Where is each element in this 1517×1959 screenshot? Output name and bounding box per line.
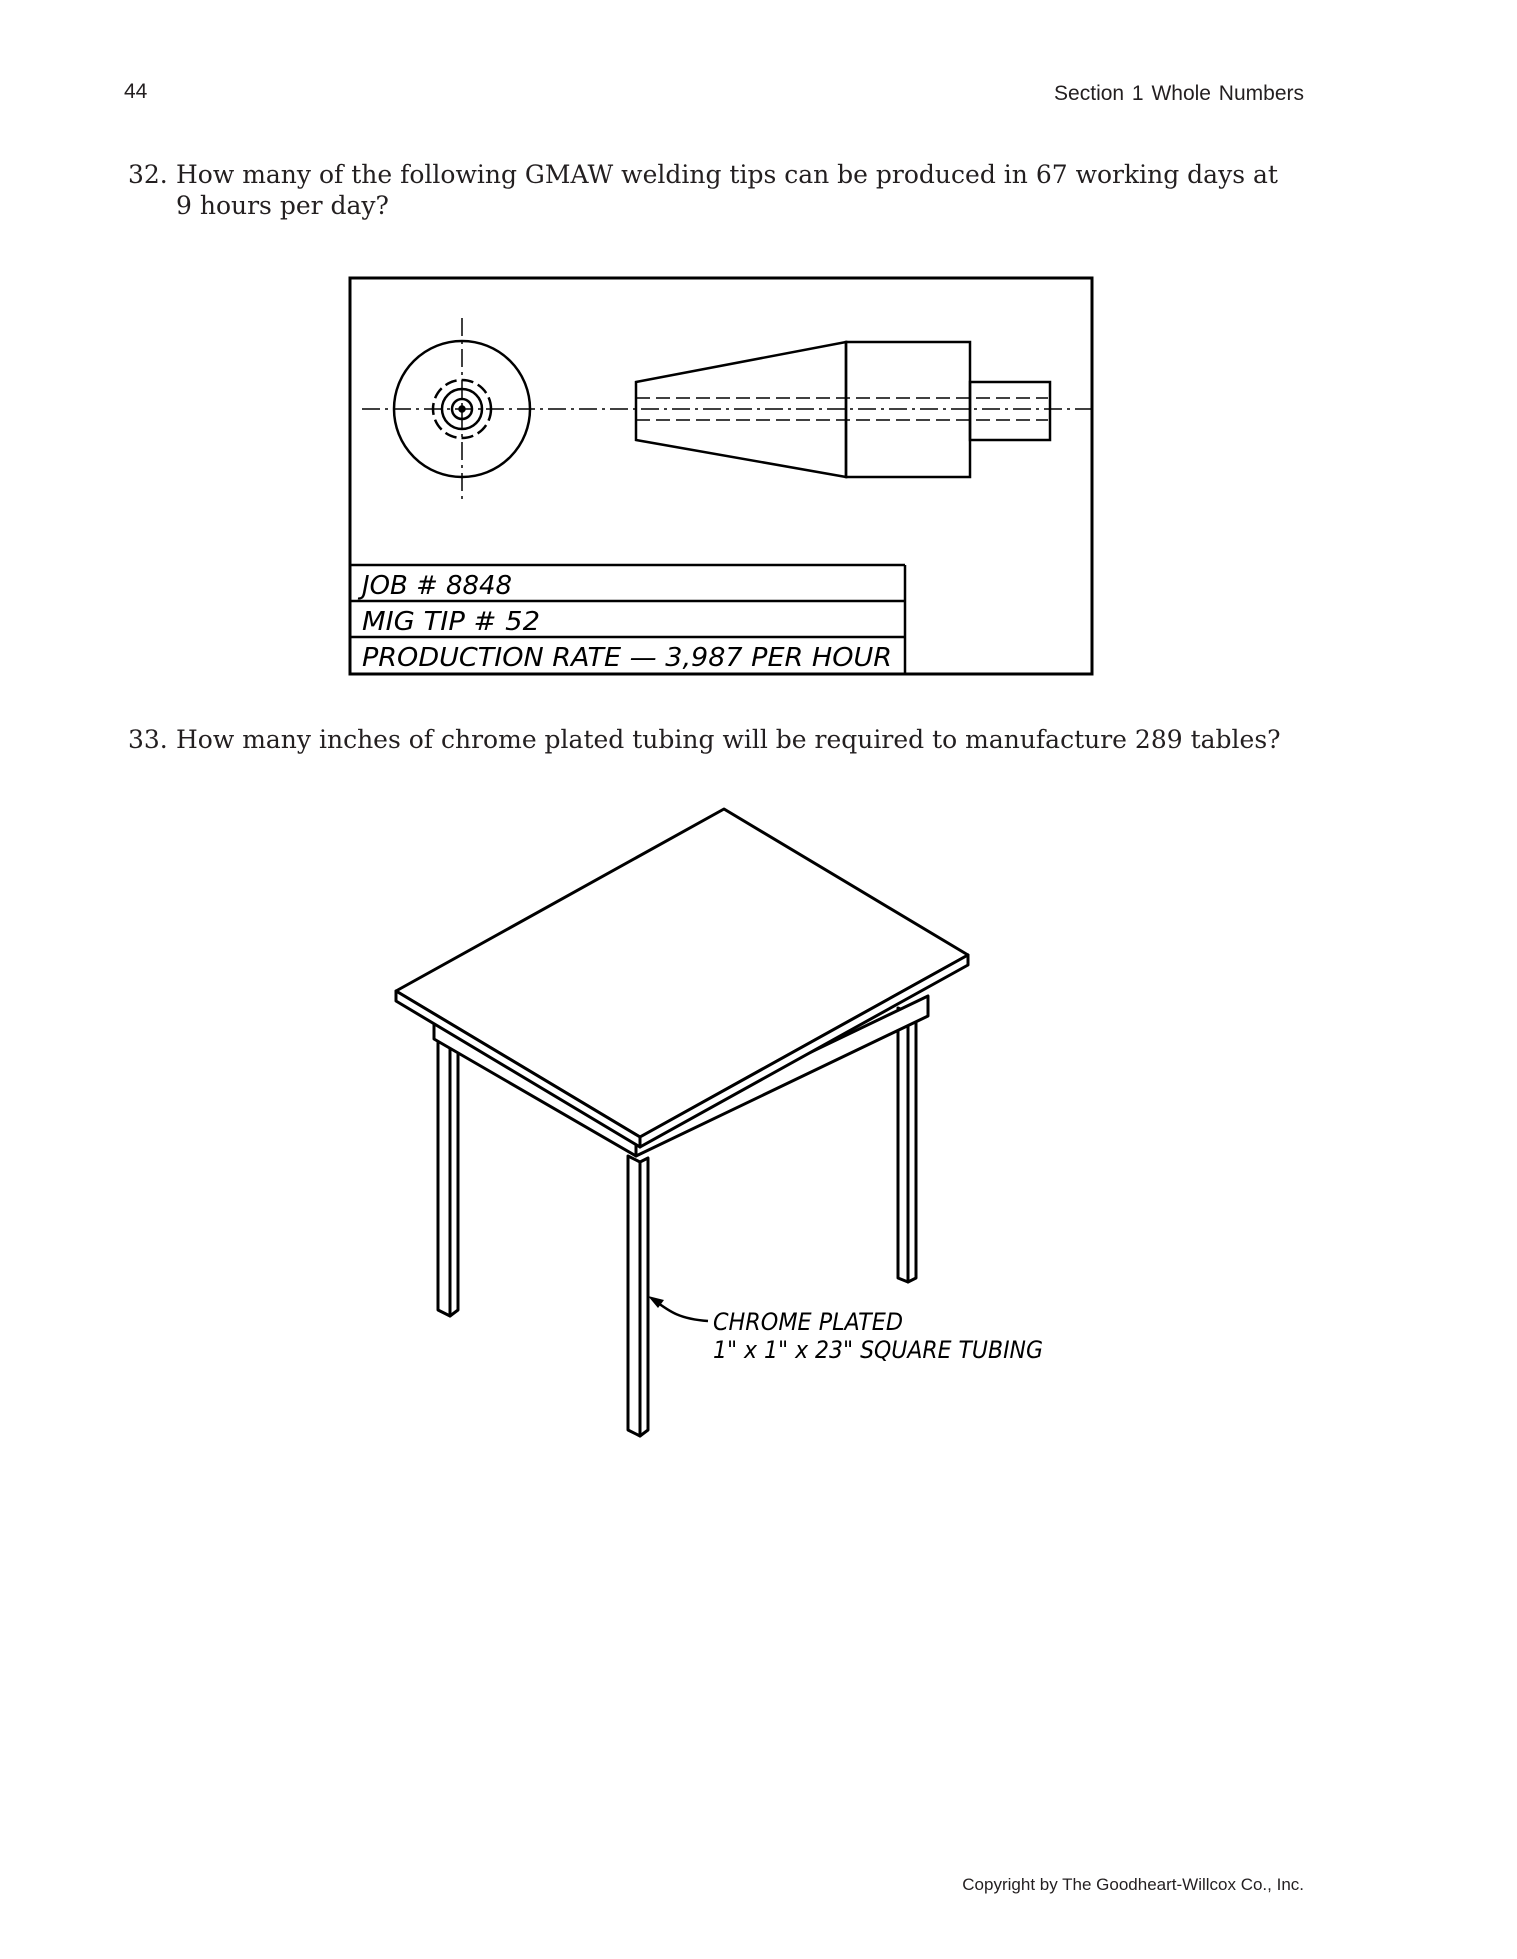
tip-number: MIG TIP # 52 <box>362 607 540 637</box>
page-number: 44 <box>124 80 148 103</box>
leg-back-right <box>898 1008 916 1282</box>
table-top <box>396 809 968 1147</box>
copyright-footer: Copyright by The Goodheart-Willcox Co., Inc. <box>962 1875 1304 1894</box>
tubing-label-line1: CHROME PLATED <box>713 1308 903 1336</box>
problem-number: 32. <box>128 160 168 189</box>
job-number: JOB # 8848 <box>357 571 512 601</box>
leg-front <box>628 1156 648 1436</box>
running-head: Section 1 Whole Numbers <box>1054 82 1304 105</box>
welding-tip-drawing <box>348 276 1096 677</box>
problem-33 <box>128 724 1288 755</box>
problem-number: 33. <box>128 725 168 754</box>
problem-32 <box>128 159 1288 221</box>
tubing-label-line2: 1" x 1" x 23" SQUARE TUBING <box>713 1336 1043 1364</box>
leg-back-left <box>438 1040 458 1316</box>
table-drawing <box>380 800 1060 1440</box>
problem-text: How many inches of chrome plated tubing will be required to manufacture 289 tables? <box>176 725 1281 754</box>
leader-line <box>654 1300 708 1321</box>
problem-text: How many of the following GMAW welding tips can be produced in 67 working days at 9 hours per day? <box>176 160 1278 220</box>
production-rate: PRODUCTION RATE — 3,987 PER HOUR <box>362 643 892 673</box>
